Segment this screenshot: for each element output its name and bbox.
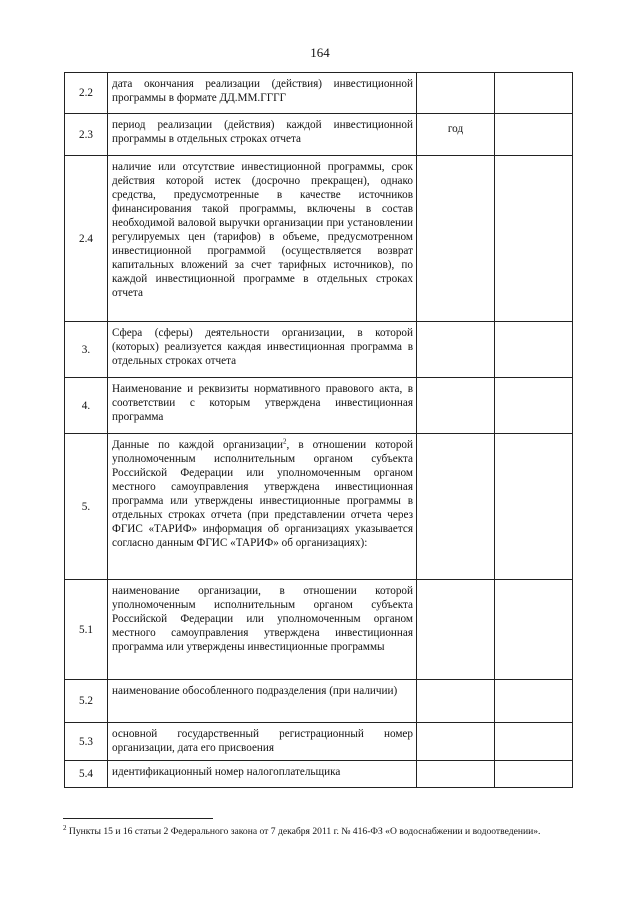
footnote-reference: 2 xyxy=(283,437,287,446)
row-value-cell xyxy=(495,761,573,788)
row-unit xyxy=(417,723,495,761)
row-number: 5. xyxy=(65,434,108,580)
row-unit xyxy=(417,680,495,723)
row-value-cell xyxy=(495,723,573,761)
row-unit xyxy=(417,434,495,580)
row-description: Наименование и реквизиты нормативного правового акта, в соответствии с которым утверждена инвестиционная программа xyxy=(108,378,417,434)
row-unit xyxy=(417,156,495,322)
row-number: 5.1 xyxy=(65,580,108,680)
row-number: 2.3 xyxy=(65,114,108,156)
row-number: 5.2 xyxy=(65,680,108,723)
row-value-cell xyxy=(495,580,573,680)
row-value-cell xyxy=(495,680,573,723)
row-description: идентификационный номер налогоплательщика xyxy=(108,761,417,788)
footnote-mark: 2 xyxy=(63,823,67,832)
page-number: 164 xyxy=(310,45,330,60)
table-row xyxy=(65,434,573,580)
row-value-cell xyxy=(495,322,573,378)
row-description-rest: , в отношении которой уполномоченным исполнительным органом субъекта Российской Федерации или уполномоченным органом местного самоуправления утверждена инвестиционная программа или утверждены инвестиционные программы в отдельных строках отчета (при представлении отчета через ФГИС «ТАРИФ» информация об организациях указывается согласно данным ФГИС «ТАРИФ» об организациях): xyxy=(112,439,413,549)
table-row xyxy=(65,114,573,156)
row-description: наименование обособленного подразделения (при наличии) xyxy=(108,680,417,723)
row-description: Сфера (сферы) деятельности организации, в которой (которых) реализуется каждая инвестиционная программа в отдельных строках отчета xyxy=(108,322,417,378)
row-number: 5.4 xyxy=(65,761,108,788)
row-value-cell xyxy=(495,114,573,156)
row-unit xyxy=(417,761,495,788)
row-description: основной государственный регистрационный номер организации, дата его присвоения xyxy=(108,723,417,761)
table-row xyxy=(65,322,573,378)
footnote xyxy=(63,823,575,838)
table-row xyxy=(65,156,573,322)
row-unit xyxy=(417,73,495,114)
row-description: наличие или отсутствие инвестиционной программы, срок действия которой истек (досрочно прекращен), однако средства, предусмотренные в качестве источников финансирования такой программы, включены в состав необходимой валовой выручки организации при установлении регулируемых цен (тарифов) в объеме, предусмотренном инвестиционной программой (осуществляется возврат капитальных вложений за счет тарифных источников), по каждой инвестиционной программе в отдельных строках отчета xyxy=(108,156,417,322)
row-value-cell xyxy=(495,73,573,114)
footnote-divider xyxy=(63,818,213,819)
table-row xyxy=(65,73,573,114)
row-number: 4. xyxy=(65,378,108,434)
row-number: 3. xyxy=(65,322,108,378)
row-value-cell xyxy=(495,156,573,322)
row-unit: год xyxy=(417,114,495,156)
row-description: период реализации (действия) каждой инвестиционной программы в отдельных строках отчета xyxy=(108,114,417,156)
row-description xyxy=(108,434,417,580)
row-unit xyxy=(417,378,495,434)
row-unit xyxy=(417,580,495,680)
table-row xyxy=(65,580,573,680)
table-row xyxy=(65,378,573,434)
table-row xyxy=(65,761,573,788)
table-row xyxy=(65,680,573,723)
table-row xyxy=(65,723,573,761)
footnote-text: Пункты 15 и 16 статьи 2 Федерального закона от 7 декабря 2011 г. № 416-ФЗ «О водоснабжении и водоотведении». xyxy=(68,826,541,837)
indicators-table xyxy=(64,72,573,788)
row-unit xyxy=(417,322,495,378)
row-number: 2.4 xyxy=(65,156,108,322)
row-description: наименование организации, в отношении которой уполномоченным исполнительным органом субъекта Российской Федерации или уполномоченным органом местного самоуправления утверждена инвестиционная программа или утверждены инвестиционные программы xyxy=(108,580,417,680)
row-number: 5.3 xyxy=(65,723,108,761)
row-description-lead: Данные по каждой организации xyxy=(112,439,284,451)
row-value-cell xyxy=(495,378,573,434)
row-number: 2.2 xyxy=(65,73,108,114)
row-value-cell xyxy=(495,434,573,580)
row-description: дата окончания реализации (действия) инвестиционной программы в формате ДД.ММ.ГГГГ xyxy=(108,73,417,114)
